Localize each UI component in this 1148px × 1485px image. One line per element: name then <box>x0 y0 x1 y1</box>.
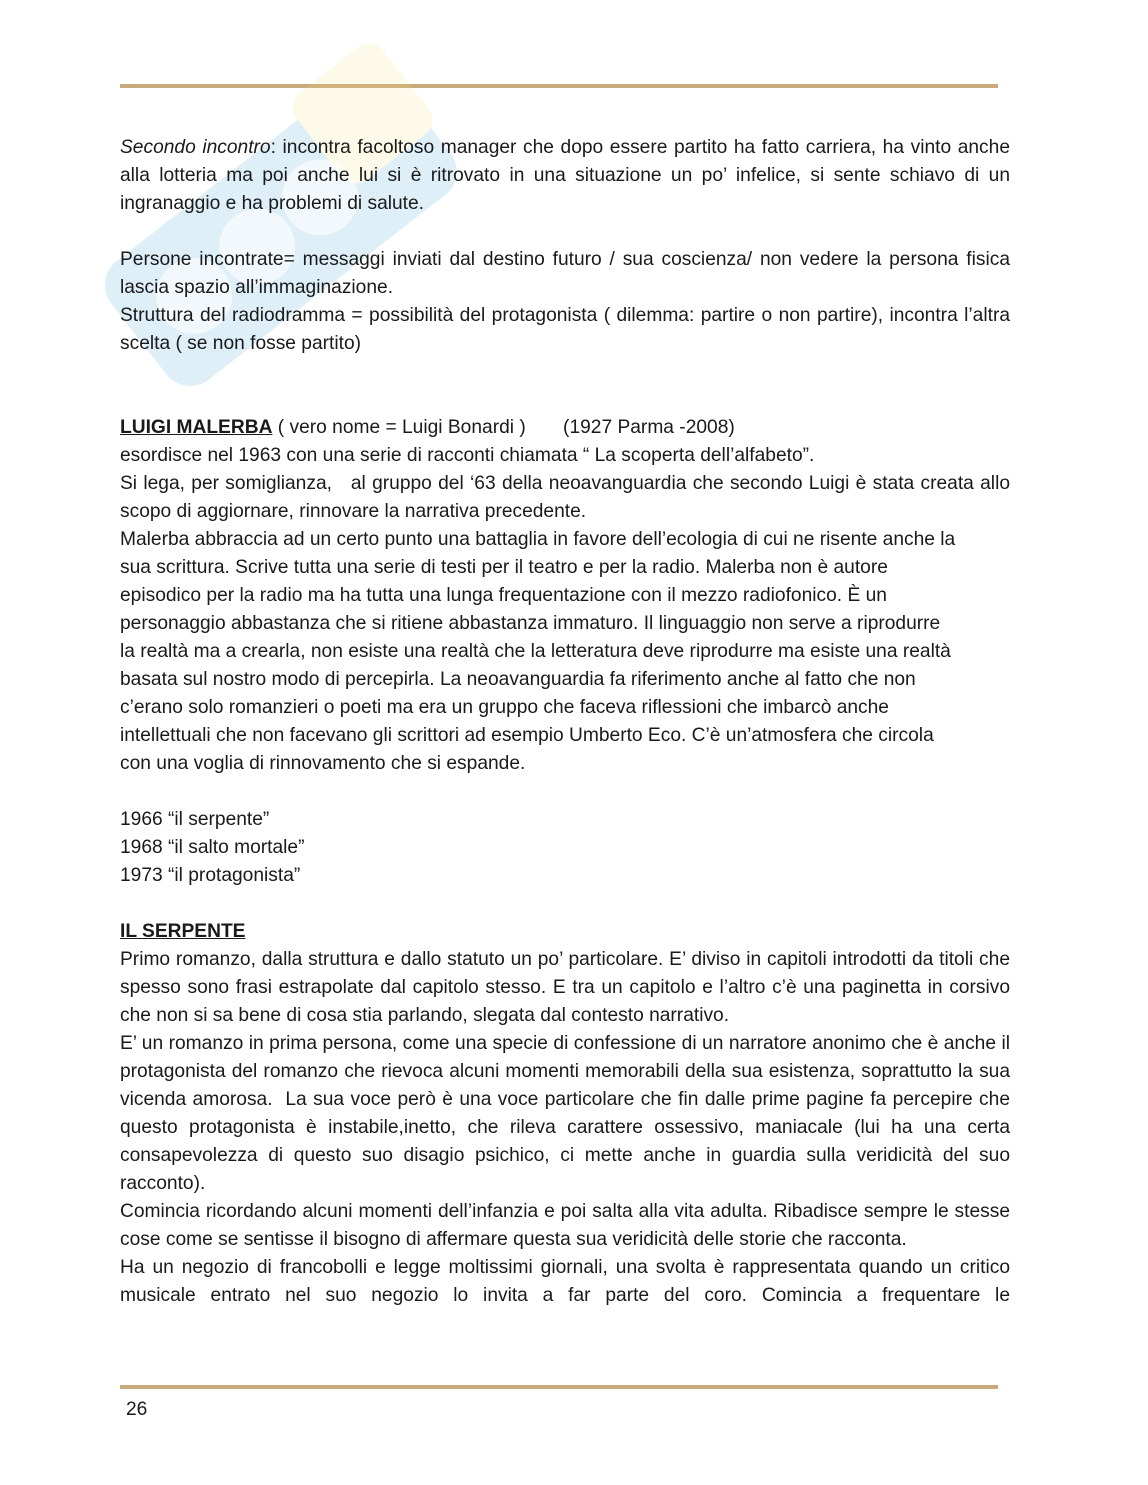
page-body <box>120 134 1016 1310</box>
work-item: 1973 “il protagonista” <box>120 865 301 886</box>
section-heading-malerba: LUIGI MALERBA <box>120 417 273 438</box>
section-heading-serpente: IL SERPENTE <box>120 921 246 942</box>
work-item: 1966 “il serpente” <box>120 809 270 830</box>
page-number: 26 <box>126 1399 148 1420</box>
paragraph-persone: Persone incontrate= messaggi inviati dal destino futuro / sua coscienza/ non vedere la persona fisica lascia spazio all’immaginazione. <box>120 249 1010 298</box>
paragraph-malerba-3: Malerba abbraccia ad un certo punto una battaglia in favore dell’ecologia di cui ne risente anche la sua scrittura. Scrive tutta una serie di testi per il teatro e per la radio. Malerba non è autore episodico per la radio ma ha tutta una lunga frequentazione con il mezzo radiofonico. È un personaggio abbastanza che si ritiene abbastanza immaturo. Il linguaggio non serve a riprodurre la realtà ma a crearla, non esiste una realtà che la letteratura deve riprodurre ma esiste una realtà basata sul nostro modo di percepirla. La neoavanguardia fa riferimento anche al fatto che non c’erano solo romanzieri o poeti ma era un gruppo che faceva riflessioni che imbarcò anche intellettuali che non facevano gli scrittori ad esempio Umberto Eco. C’è un’atmosfera che circola con una voglia di rinnovamento che si espande. <box>120 529 956 774</box>
paragraph-serpente-3: Comincia ricordando alcuni momenti dell’infanzia e poi salta alla vita adulta. Ribadisce sempre le stesse cose come se sentisse il bisogno di affermare questa sua veridicità delle storie che racconta. <box>120 1201 1010 1250</box>
paragraph-serpente-2: E’ un romanzo in prima persona, come una specie di confessione di un narratore anonimo che è anche il protagonista del romanzo che rievoca alcuni momenti memorabili della sua esistenza, soprattutto la sua vicenda amorosa. La sua voce però è una voce particolare che fin dalle prime pagine fa percepire che questo protagonista è instabile,inetto, che rileva carattere ossessivo, maniacale (lui ha una certa consapevolezza di questo suo disagio psichico, ci mette anche in guardia sulla veridicità del suo racconto). <box>120 1033 1016 1194</box>
malerba-title-line <box>120 414 1010 442</box>
header-divider <box>120 84 998 88</box>
malerba-subtitle: ( vero nome = Luigi Bonardi ) (1927 Parma -2008) <box>272 417 735 438</box>
italic-label: Secondo incontro <box>120 137 271 158</box>
paragraph-struttura: Struttura del radiodramma = possibilità del protagonista ( dilemma: partire o non partire), incontra l’altra scelta ( se non fosse partito) <box>120 305 1010 354</box>
paragraph-text: : incontra facoltoso manager che dopo essere partito ha fatto carriera, ha vinto anche alla lotteria ma poi anche lui si è ritrovato in una situazione un po’ infelice, si sente schiavo di un ingranaggio e ha problemi di salute. <box>120 137 1010 214</box>
paragraph-malerba-2: Si lega, per somiglianza, al gruppo del ‘63 della neoavanguardia che secondo Luigi è stata creata allo scopo di aggiornare, rinnovare la narrativa precedente. <box>120 473 1016 522</box>
footer-divider <box>120 1385 998 1389</box>
paragraph-serpente-4: Ha un negozio di francobolli e legge moltissimi giornali, una svolta è rappresentata quando un critico musicale entrato nel suo negozio lo invita a far parte del coro. Comincia a frequentare le <box>120 1257 1010 1306</box>
paragraph-secondo-incontro <box>120 134 1010 218</box>
work-item: 1968 “il salto mortale” <box>120 837 305 858</box>
paragraph-malerba-1: esordisce nel 1963 con una serie di racconti chiamata “ La scoperta dell’alfabeto”. <box>120 445 815 466</box>
paragraph-serpente-1: Primo romanzo, dalla struttura e dallo statuto un po’ particolare. E’ diviso in capitoli introdotti da titoli che spesso sono frasi estrapolate dal capitolo stesso. E tra un capitolo e l’altro c’è una paginetta in corsivo che non si sa bene di cosa stia parlando, slegata dal contesto narrativo. <box>120 949 1010 1026</box>
